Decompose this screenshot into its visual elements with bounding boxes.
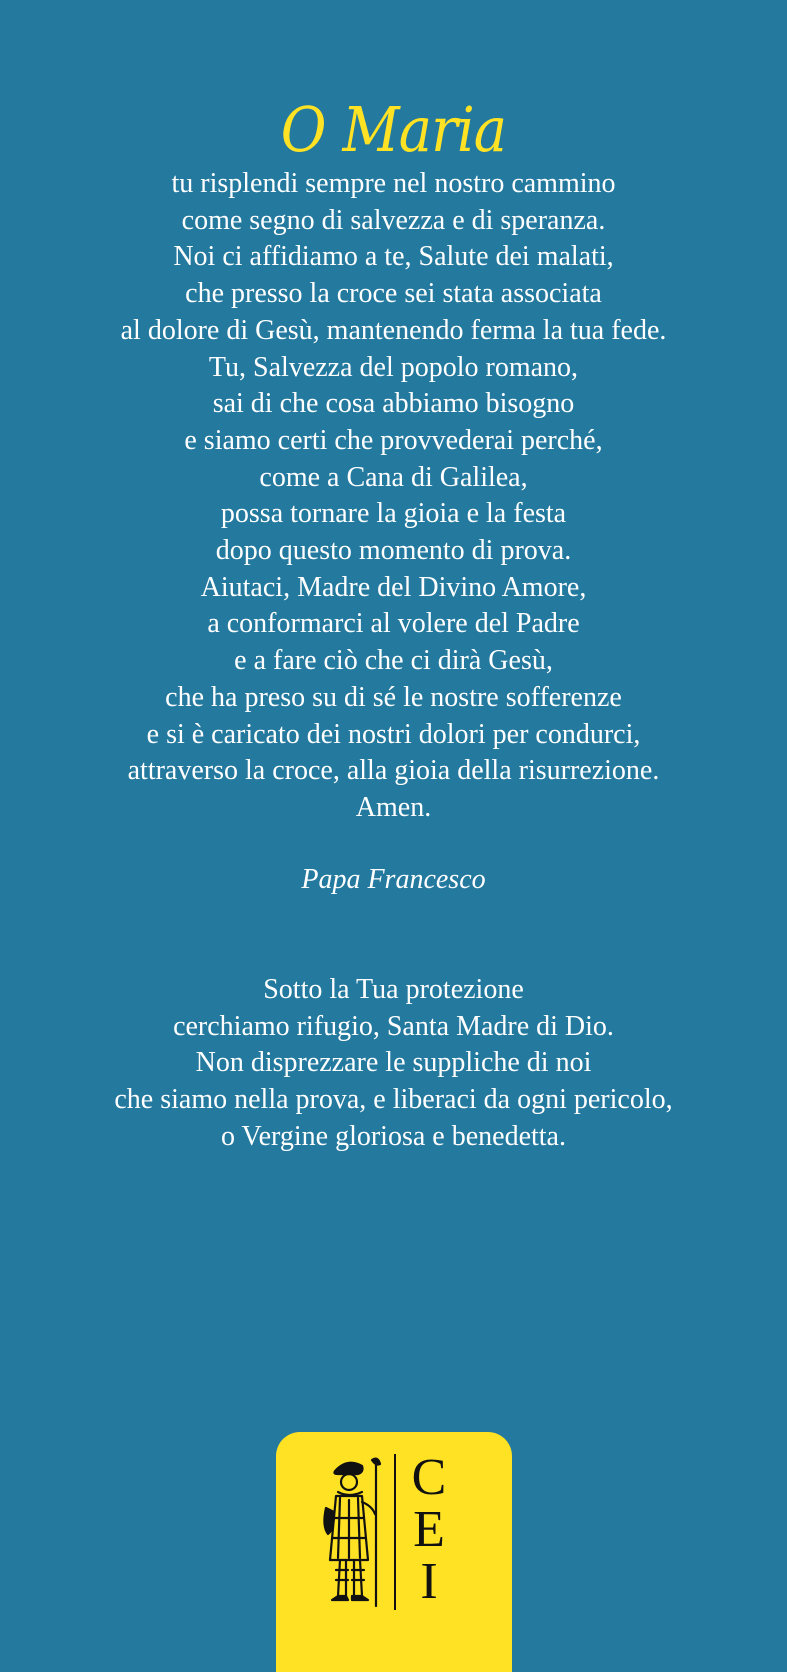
prayer-line: sai di che cosa abbiamo bisogno [212, 388, 575, 420]
prayer-body [0, 166, 787, 827]
prayer-line: e a fare ciò che ci dirà Gesù, [234, 645, 553, 677]
logo-letter: E [413, 1501, 445, 1558]
logo-letter: I [420, 1553, 438, 1610]
prayer-line: che ha preso su di sé le nostre sofferenze [165, 681, 622, 713]
prayer-line: tu risplendi sempre nel nostro cammino [171, 168, 616, 199]
logo-letter: C [411, 1449, 447, 1506]
signature: Papa Francesco [301, 864, 486, 895]
prayer-line: Tu, Salvezza del popolo romano, [208, 351, 579, 383]
second-prayer-line: cerchiamo rifugio, Santa Madre di Dio. [173, 1010, 614, 1042]
logo-divider [394, 1454, 396, 1610]
pilgrim-figure-icon [318, 1456, 382, 1610]
second-prayer-body [0, 972, 787, 1156]
page-title: O Maria [280, 93, 507, 166]
prayer-line: al dolore di Gesù, mantenendo ferma la tua fede. [120, 314, 667, 346]
prayer-line: a conformarci al volere del Padre [207, 608, 580, 640]
prayer-line: Aiutaci, Madre del Divino Amore, [200, 571, 587, 603]
prayer-line: come a Cana di Galilea, [259, 461, 528, 493]
prayer-line: attraverso la croce, alla gioia della risurrezione. [127, 755, 660, 787]
prayer-line: Noi ci affidiamo a te, Salute dei malati, [173, 241, 614, 273]
logo-letters [404, 1449, 454, 1610]
prayer-line: Amen. [355, 791, 432, 823]
prayer-line: possa tornare la gioia e la festa [220, 498, 567, 530]
prayer-line: e siamo certi che provvederai perché, [184, 424, 603, 456]
prayer-line: dopo questo momento di prova. [215, 535, 572, 567]
second-prayer-line: Sotto la Tua protezione [263, 974, 524, 1005]
second-prayer-line: che siamo nella prova, e liberaci da ogni pericolo, [114, 1084, 673, 1116]
prayer-line: e si è caricato dei nostri dolori per condurci, [146, 718, 641, 750]
prayer-line: che presso la croce sei stata associata [185, 278, 602, 310]
prayer-line: come segno di salvezza e di speranza. [181, 204, 606, 236]
second-prayer-line: o Vergine gloriosa e benedetta. [221, 1120, 566, 1152]
cei-logo [276, 1432, 512, 1672]
second-prayer-line: Non disprezzare le suppliche di noi [195, 1047, 592, 1079]
